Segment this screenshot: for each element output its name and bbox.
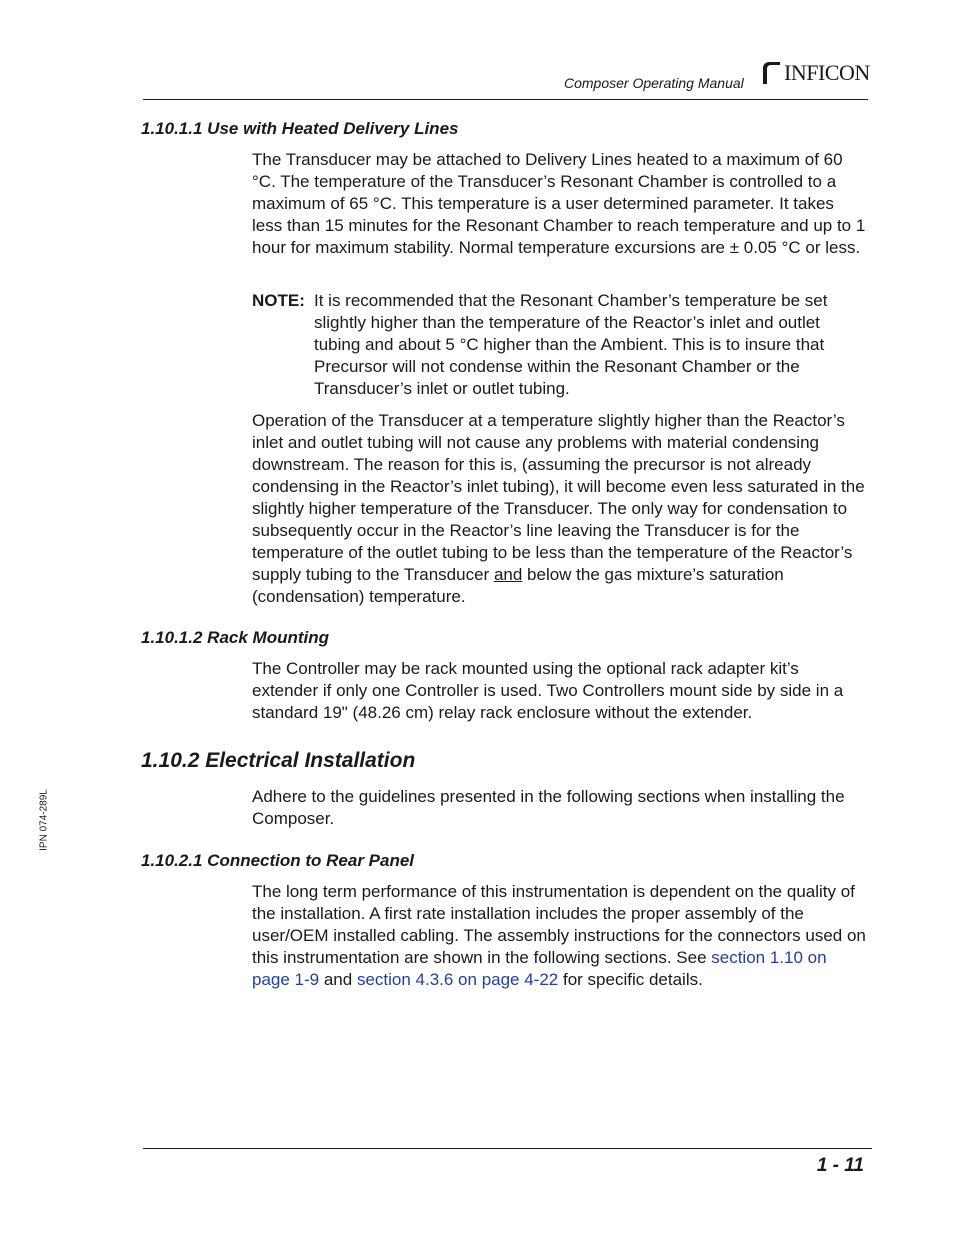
paragraph-operation-text-2: below the gas mixture’s saturation (condensation) temperature. — [252, 565, 784, 606]
section-heading-connection-rear-panel: 1.10.2.1 Connection to Rear Panel — [141, 851, 415, 870]
section-heading-electrical-installation: 1.10.2 Electrical Installation — [141, 749, 416, 772]
note-label: NOTE: — [252, 291, 305, 310]
paragraph-connection-text-1: The long term performance of this instrumentation is dependent on the quality of the installation. A first rate installation includes the proper assembly of the user/OEM installed cabling. The assembly instructions for the connectors used on this instrumentation are shown in the following sections. See — [252, 882, 866, 967]
ipn-side-label: IPN 074-289L — [38, 789, 50, 851]
manual-title: Composer Operating Manual — [564, 75, 744, 91]
paragraph-operation — [252, 410, 868, 608]
paragraph-operation-text-1: Operation of the Transducer at a temperature slightly higher than the Reactor’s inlet and outlet tubing will not cause any problems with material condensing downstream. The reason for this is, (assuming the precursor is not already condensing in the Reactor’s inlet tubing), it will become even less saturated in the slightly higher temperature of the Transducer. The only way for condensation to subsequently occur in the Reactor’s line leaving the Transducer is for the temperature of the outlet tubing to be less than the temperature of the Reactor’s supply tubing to the Transducer — [252, 411, 865, 584]
paragraph-connection-rear-panel — [252, 881, 868, 991]
inficon-swoosh-icon — [760, 60, 782, 86]
paragraph-heated-lines: The Transducer may be attached to Delivery Lines heated to a maximum of 60 °C. The temperature of the Transducer’s Resonant Chamber is controlled to a maximum of 65 °C. This temperature is a user determined parameter. It takes less than 15 minutes for the Resonant Chamber to reach temperature and up to 1 hour for maximum stability. Normal temperature excursions are ± 0.05 °C or less. — [252, 150, 866, 257]
underlined-and: and — [493, 565, 523, 584]
page-number: 1 - 11 — [816, 1155, 864, 1176]
paragraph-rack-mounting: The Controller may be rack mounted using the optional rack adapter kit’s extender if only one Controller is used. Two Controllers mount side by side in a standard 19" (48.26 cm) relay rack enclosure without the extender. — [252, 659, 844, 722]
header-rule — [143, 99, 868, 100]
logo-text: INFICON — [784, 60, 870, 85]
section-heading-rack-mounting: 1.10.1.2 Rack Mounting — [141, 628, 329, 647]
footer-rule — [143, 1148, 872, 1149]
note-text: It is recommended that the Resonant Chamber’s temperature be set slightly higher than the temperature of the Reactor’s inlet and outlet tubing and about 5 °C higher than the Ambient. This is to insure that Precursor will not condense within the Resonant Chamber or the Transducer’s inlet or outlet tubing. — [314, 291, 828, 398]
link-section-4-3-6[interactable]: section 4.3.6 on page 4-22 — [356, 970, 559, 989]
link-section-1-10[interactable]: section 1.10 on page 1-9 — [252, 948, 827, 989]
note-block — [252, 290, 868, 400]
paragraph-connection-text-2: and — [319, 970, 357, 989]
section-heading-heated-delivery-lines: 1.10.1.1 Use with Heated Delivery Lines — [141, 119, 459, 138]
inficon-logo — [760, 60, 870, 86]
paragraph-electrical-installation: Adhere to the guidelines presented in the following sections when installing the Composer. — [252, 787, 845, 828]
paragraph-connection-text-3: for specific details. — [558, 970, 703, 989]
